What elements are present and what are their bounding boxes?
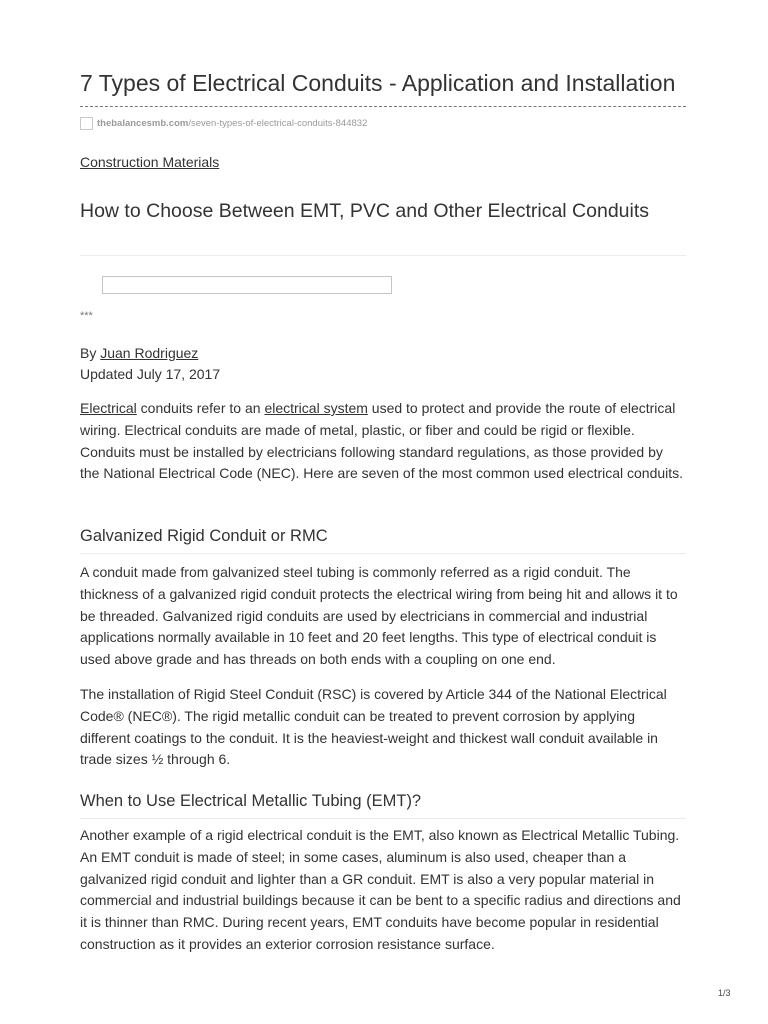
page-number: 1/3 xyxy=(718,988,731,998)
rmc-paragraph-2: The installation of Rigid Steel Conduit (RSC) is covered by Article 344 of the National Electrical Code® (NEC®). The rigid metallic conduit can be treated to prevent corrosion by applying different coatings to the conduit. It is the heaviest-weight and thickest wall conduit available in trade sizes ½ through 6. xyxy=(80,686,667,768)
embed-placeholder xyxy=(102,276,392,294)
intro-text-2: used to protect and provide the route of electrical wiring. Electrical conduits are made of metal, plastic, or fiber and could be rigid or flexible. Conduits must be installed by electricians following standard regulations, as those provided by the National Electrical Code (NEC). Here are seven of the most common used electrical conduits. xyxy=(80,400,684,482)
source-path: /seven-types-of-electrical-conduits-844832 xyxy=(188,117,368,129)
section-heading-emt: When to Use Electrical Metallic Tubing (EMT)? xyxy=(80,792,422,810)
article-subtitle: How to Choose Between EMT, PVC and Other Electrical Conduits xyxy=(80,200,650,222)
byline xyxy=(80,343,198,364)
document-title: 7 Types of Electrical Conduits - Application and Installation xyxy=(80,70,676,96)
intro-text-1: conduits refer to an xyxy=(136,400,265,416)
favicon-icon xyxy=(80,117,93,130)
title-divider xyxy=(80,106,686,107)
intro-paragraph xyxy=(80,398,686,485)
byline-prefix: By xyxy=(80,345,101,361)
section-divider-rmc xyxy=(80,553,686,554)
emt-paragraph-1: Another example of a rigid electrical conduit is the EMT, also known as Electrical Metallic Tubing. An EMT conduit is made of steel; in some cases, aluminum is also used, cheaper than a galvanized rigid conduit and lighter than a GR conduit. EMT is also a very popular material in commercial and industrial buildings because it can be bent to a specific radius and directions and it is thinner than RMC. During recent years, EMT conduits have become popular in residential construction as it provides an exterior corrosion resistance surface. xyxy=(80,827,681,952)
author-link[interactable]: Juan Rodriguez xyxy=(100,345,199,361)
category-link[interactable]: Construction Materials xyxy=(80,154,220,170)
electrical-system-link[interactable]: electrical system xyxy=(264,400,368,416)
source-domain: thebalancesmb.com xyxy=(97,117,189,129)
updated-date: Updated July 17, 2017 xyxy=(80,366,221,382)
subtitle-divider xyxy=(80,255,686,256)
section-heading-rmc: Galvanized Rigid Conduit or RMC xyxy=(80,527,328,545)
ellipsis-marker: *** xyxy=(80,310,93,322)
electrical-link[interactable]: Electrical xyxy=(80,400,137,416)
section-divider-emt xyxy=(80,818,686,819)
source-url[interactable] xyxy=(80,114,367,132)
rmc-paragraph-1: A conduit made from galvanized steel tubing is commonly referred as a rigid conduit. The thickness of a galvanized rigid conduit protects the electrical wiring from being hit and allows it to be threaded. Galvanized rigid conduits are used by electricians in commercial and industrial applications normally available in 10 feet and 20 feet lengths. This type of electrical conduit is used above grade and has threads on both ends with a coupling on one end. xyxy=(80,564,678,668)
